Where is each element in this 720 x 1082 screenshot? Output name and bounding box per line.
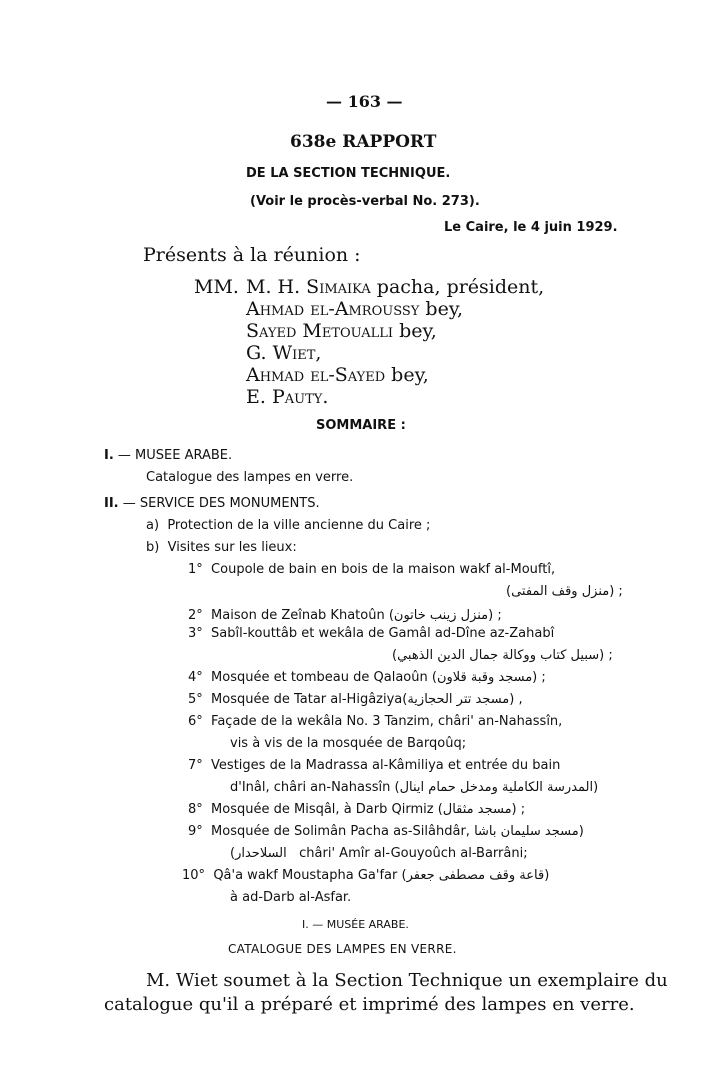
visit-9: 9° Mosquée de Solimân Pacha as-Silâhdâr, (مسجد سليمان باشا: [188, 824, 584, 839]
visit-9-line-2: السلاحدار) châri' Amîr al-Gouyoûch al-Barrâni;: [230, 846, 528, 861]
visit-1-arabic: (منزل وقف المفتى) ;: [506, 584, 623, 599]
attendee: Ahmad el-Sayed bey,: [246, 364, 429, 386]
section-name: DE LA SECTION TECHNIQUE.: [246, 166, 451, 181]
body-paragraph-line-1: M. Wiet soumet à la Section Technique un exemplaire du: [146, 970, 668, 991]
section-1-item: Catalogue des lampes en verre.: [146, 470, 354, 485]
visit-1: 1° Coupole de bain en bois de la maison wakf al-Mouftî,: [188, 562, 556, 577]
visit-3: 3° Sabîl-kouttâb et wekâla de Gamâl ad-Dîne az-Zahabî: [188, 626, 555, 641]
mm-label: MM.: [194, 276, 239, 298]
report-title: 638e RAPPORT: [290, 132, 437, 152]
visit-8: 8° Mosquée de Misqâl, à Darb Qirmiz (مسجد مثقال) ;: [188, 802, 526, 817]
sommaire-heading: SOMMAIRE :: [316, 418, 406, 433]
visit-3-arabic: (سبيل كتاب ووكالة جمال الدين الذهبي) ;: [392, 648, 613, 663]
sub-item-a: a) Protection de la ville ancienne du Caire ;: [146, 518, 431, 533]
presents-label: Présents à la réunion :: [143, 244, 361, 266]
visit-7: 7° Vestiges de la Madrassa al-Kâmiliya et entrée du bain: [188, 758, 561, 773]
section-1-subheading: CATALOGUE DES LAMPES EN VERRE.: [228, 942, 457, 956]
attendee: M. H. Simaika pacha, président,: [246, 276, 545, 298]
place-date: Le Caire, le 4 juin 1929.: [444, 220, 618, 235]
visit-6: 6° Façade de la wekâla No. 3 Tanzim, châri' an-Nahassîn,: [188, 714, 563, 729]
section-1-heading: I. — MUSÉE ARABE.: [302, 918, 409, 931]
attendee: Ahmad el-Amroussy bey,: [246, 298, 464, 320]
section-2-summary: II. — SERVICE DES MONUMENTS.: [104, 496, 320, 511]
visit-10-line-2: à ad-Darb al-Asfar.: [230, 890, 352, 905]
body-paragraph-line-2: catalogue qu'il a préparé et imprimé des lampes en verre.: [104, 994, 635, 1015]
section-1-summary: I. — MUSEE ARABE.: [104, 448, 233, 463]
visit-7-line-2: d'Inâl, châri an-Nahassîn (المدرسة الكاملية ومدخل حمام اينال): [230, 780, 599, 795]
attendee: E. Pauty.: [246, 386, 329, 408]
page-number: — 163 —: [326, 92, 403, 111]
visit-6-line-2: vis à vis de la mosquée de Barqoûq;: [230, 736, 467, 751]
attendee: G. Wiet,: [246, 342, 322, 364]
visit-4: 4° Mosquée et tombeau de Qalaoûn (مسجد وقبة قلاون) ;: [188, 670, 546, 685]
visit-5: 5° Mosquée de Tatar al-Higâziya(مسجد تتر الحجازية) ,: [188, 692, 523, 707]
visit-2: 2° Maison de Zeînab Khatoûn (منزل زينب خاتون) ;: [188, 608, 502, 623]
visit-10: 10° Qâ'a wakf Moustapha Ga'far (قاعة وقف مصطفى جعفر): [182, 868, 550, 883]
sub-item-b: b) Visites sur les lieux:: [146, 540, 297, 555]
reference: (Voir le procès-verbal No. 273).: [250, 194, 480, 209]
attendee: Sayed Metoualli bey,: [246, 320, 437, 342]
